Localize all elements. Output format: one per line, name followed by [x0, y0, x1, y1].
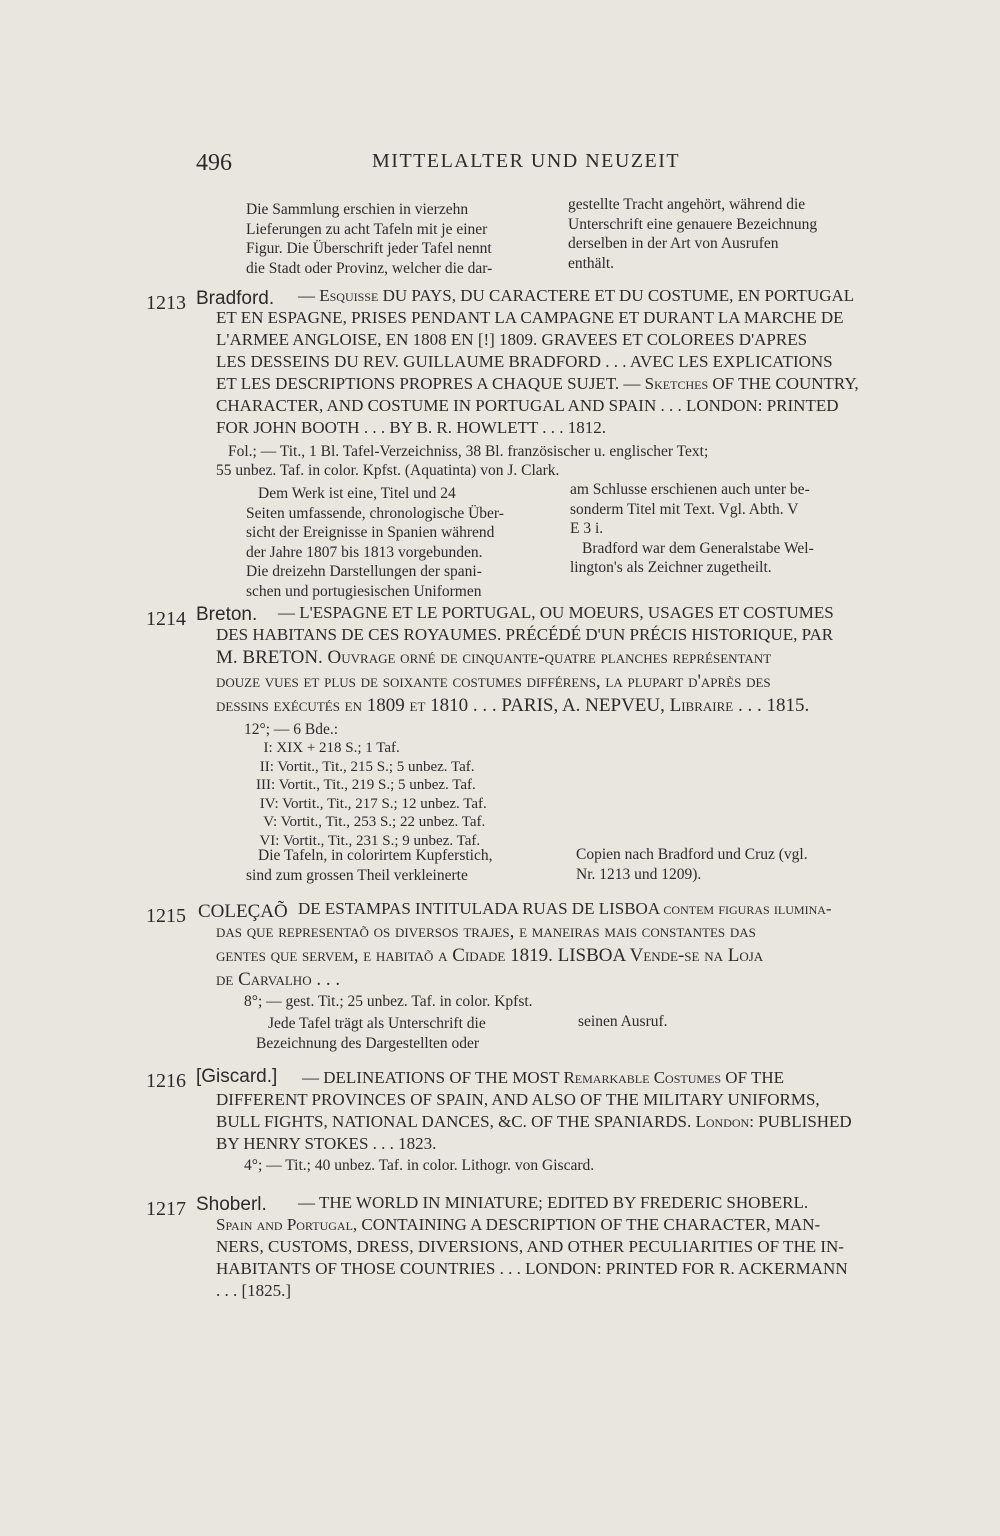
note-line: derselben in der Art von Ausrufen	[568, 235, 779, 252]
title-line: HABITANTS OF THOSE COUNTRIES . . . LONDON: PRINTED FOR R. ACKERMANN	[216, 1259, 848, 1278]
note-line: Unterschrift eine genauere Bezeichnung	[568, 215, 818, 233]
note-line: Copien nach Bradford und Cruz (vgl.	[576, 846, 808, 863]
title-line: DIFFERENT PROVINCES OF SPAIN, AND ALSO OF THE MILITARY UNIFORMS,	[216, 1090, 820, 1109]
title-line: — DELINEATIONS OF THE MOST Remarkable Costumes OF THE	[302, 1068, 785, 1087]
collation-line: 55 unbez. Taf. in color. Kpfst. (Aquatinta) von J. Clark.	[216, 462, 560, 479]
note-line: gestellte Tracht angehört, während die	[568, 196, 806, 213]
entry-note-right	[576, 845, 886, 884]
entry-author: COLEÇAÕ	[198, 901, 288, 922]
entry-note-left	[256, 1014, 556, 1053]
title-line: DES HABITANS DE CES ROYAUMES. PRÉCÉDÉ D'UN PRÉCIS HISTORIQUE, PAR	[216, 625, 834, 644]
entry-author: [Giscard.]	[196, 1066, 278, 1087]
running-title: MITTELALTER UND NEUZEIT	[372, 150, 681, 172]
note-line: am Schlusse erschienen auch unter be-	[570, 481, 810, 498]
note-line: Die Sammlung erschien in vierzehn	[246, 201, 469, 218]
note-line: lington's als Zeichner zugetheilt.	[570, 559, 772, 576]
volume-line: V: Vortit., Tit., 253 S.; 22 unbez. Taf.	[256, 814, 486, 830]
entry-collation	[244, 1156, 594, 1175]
entry-title	[216, 602, 876, 718]
title-line: — L'ESPAGNE ET LE PORTUGAL, OU MOEURS, USAGES ET COSTUMES	[278, 603, 834, 622]
title-line: de Carvalho . . .	[216, 969, 341, 990]
entry-number: 1213	[146, 292, 186, 314]
entry-note-left	[246, 846, 546, 885]
title-line: das que representaõ os diversos trajes, e maneiras mais constantes das	[216, 921, 756, 942]
entry-number: 1214	[146, 608, 186, 630]
volume-line: VI: Vortit., Tit., 231 S.; 9 unbez. Taf.	[256, 832, 481, 849]
entry-title	[216, 1067, 876, 1155]
entry-note-right	[570, 480, 880, 578]
title-line: NERS, CUSTOMS, DRESS, DIVERSIONS, AND OTHER PECULIARITIES OF THE IN-	[216, 1237, 844, 1256]
note-line: Seiten umfassende, chronologische Über-	[246, 504, 504, 522]
entry-author: Breton.	[196, 604, 258, 625]
volume-line: II: Vortit., Tit., 215 S.; 5 unbez. Taf.	[256, 758, 475, 775]
title-line: Spain and Portugal, CONTAINING A DESCRIPTION OF THE CHARACTER, MAN-	[216, 1215, 821, 1234]
entry-author: Bradford.	[196, 288, 275, 309]
note-line: Bezeichnung des Dargestellten oder	[256, 1034, 480, 1052]
entry-collation	[244, 720, 338, 739]
note-line: enthält.	[568, 254, 615, 272]
entry-collation	[244, 992, 533, 1011]
note-line: Die dreizehn Darstellungen der spani-	[246, 563, 482, 580]
intro-note-right	[568, 195, 878, 273]
collation-line: 8°; — gest. Tit.; 25 unbez. Taf. in color. Kpfst.	[244, 993, 533, 1010]
title-line: M. BRETON. Ouvrage orné de cinquante-quatre planches représentant	[216, 647, 772, 668]
entry-author: Shoberl.	[196, 1194, 267, 1215]
title-line: — THE WORLD IN MINIATURE; EDITED BY FREDERIC SHOBERL.	[298, 1193, 809, 1212]
note-line: der Jahre 1807 bis 1813 vorgebunden.	[246, 543, 483, 561]
title-line: LES DESSEINS DU REV. GUILLAUME BRADFORD . . . AVEC LES EXPLICATIONS	[216, 352, 833, 371]
intro-note-left	[246, 200, 546, 278]
note-line: E 3 i.	[570, 520, 604, 537]
title-line: DE ESTAMPAS INTITULADA RUAS DE LISBOA contem figuras ilumina-	[298, 899, 832, 918]
note-line: sicht der Ereignisse in Spanien während	[246, 524, 495, 541]
note-line: Lieferungen zu acht Tafeln mit je einer	[246, 220, 488, 238]
title-line: BY HENRY STOKES . . . 1823.	[216, 1134, 437, 1153]
volume-line: III: Vortit., Tit., 219 S.; 5 unbez. Taf.	[256, 777, 476, 793]
collation-line: 4°; — Tit.; 40 unbez. Taf. in color. Lithogr. von Giscard.	[244, 1157, 595, 1174]
note-line: Dem Werk ist eine, Titel und 24	[258, 485, 456, 502]
note-line: sonderm Titel mit Text. Vgl. Abth. V	[570, 500, 799, 518]
title-line: FOR JOHN BOOTH . . . BY B. R. HOWLETT . . . 1812.	[216, 418, 607, 437]
volume-line: I: XIX + 218 S.; 1 Taf.	[256, 740, 400, 756]
entry-title	[216, 285, 876, 439]
note-line: seinen Ausruf.	[578, 1013, 668, 1030]
entry-number: 1216	[146, 1070, 186, 1092]
title-line: ET EN ESPAGNE, PRISES PENDANT LA CAMPAGNE ET DURANT LA MARCHE DE	[216, 308, 844, 327]
note-line: schen und portugiesischen Uniformen	[246, 582, 482, 600]
page-number: 496	[196, 150, 232, 176]
entry-collation	[216, 442, 876, 480]
title-line: . . . [1825.]	[216, 1281, 292, 1300]
note-line: Bradford war dem Generalstabe Wel-	[582, 539, 814, 557]
entry-note-right	[578, 1012, 878, 1032]
entry-number: 1217	[146, 1198, 186, 1220]
collation-line: Fol.; — Tit., 1 Bl. Tafel-Verzeichniss, 38 Bl. französischer u. englischer Text;	[228, 443, 709, 460]
entry-number: 1215	[146, 905, 186, 927]
title-line: BULL FIGHTS, NATIONAL DANCES, &C. OF THE SPANIARDS. London: PUBLISHED	[216, 1112, 852, 1131]
entry-title	[216, 1192, 876, 1302]
title-line: ET LES DESCRIPTIONS PROPRES A CHAQUE SUJET. — Sketches OF THE COUNTRY,	[216, 374, 859, 393]
note-line: sind zum grossen Theil verkleinerte	[246, 866, 468, 884]
title-line: L'ARMEE ANGLOISE, EN 1808 EN [!] 1809. GRAVEES ET COLOREES D'APRES	[216, 330, 808, 349]
note-line: Jede Tafel trägt als Unterschrift die	[268, 1015, 486, 1032]
volume-line: IV: Vortit., Tit., 217 S.; 12 unbez. Taf.	[256, 795, 487, 812]
note-line: Figur. Die Überschrift jeder Tafel nennt	[246, 240, 492, 257]
note-line: die Stadt oder Provinz, welcher die dar-	[246, 259, 493, 277]
collation-line: 12°; — 6 Bde.:	[244, 721, 339, 738]
title-line: douze vues et plus de soixante costumes différens, la plupart d'après des	[216, 671, 771, 692]
note-line: Nr. 1213 und 1209).	[576, 865, 702, 883]
title-line: CHARACTER, AND COSTUME IN PORTUGAL AND SPAIN . . . LONDON: PRINTED	[216, 396, 839, 415]
title-line: — Esquisse DU PAYS, DU CARACTERE ET DU COSTUME, EN PORTUGAL	[298, 286, 855, 305]
entry-note-left	[246, 484, 546, 601]
volume-list	[256, 739, 487, 850]
title-line: gentes que servem, e habitaõ a Cidade 1819. LISBOA Vende-se na Loja	[216, 945, 764, 966]
title-line: dessins exécutés en 1809 et 1810 . . . PARIS, A. NEPVEU, Libraire . . . 1815.	[216, 695, 810, 716]
note-line: Die Tafeln, in colorirtem Kupferstich,	[258, 847, 493, 864]
entry-title	[216, 898, 876, 992]
